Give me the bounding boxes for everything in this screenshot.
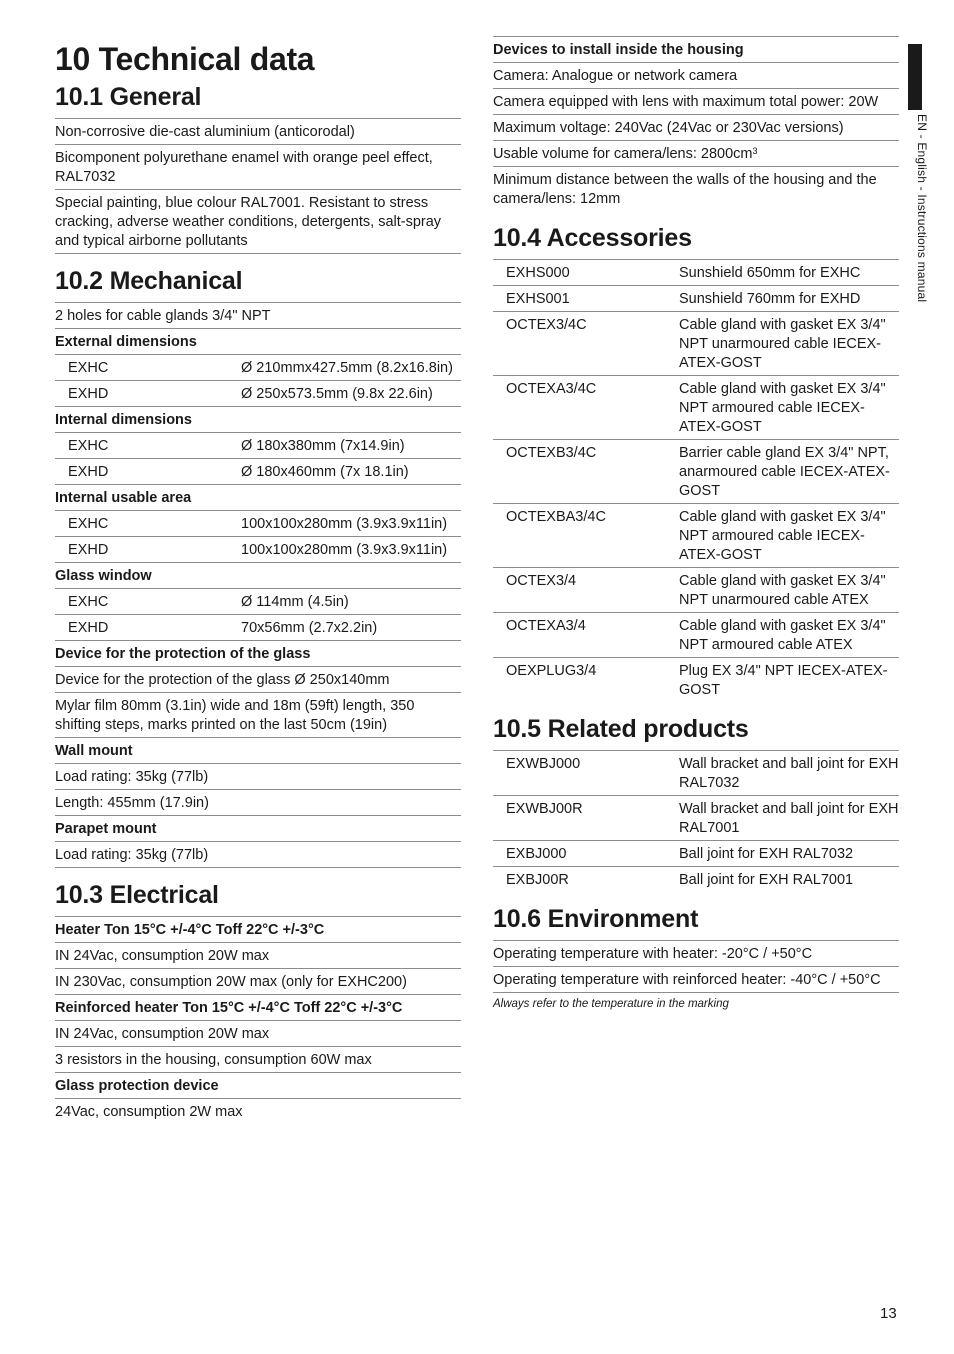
value-cell: Ø 180x380mm (7x14.9in)	[241, 438, 405, 454]
table-row	[493, 840, 899, 866]
table-row	[493, 259, 899, 285]
section-title-environment: 10.6 Environment	[493, 905, 699, 933]
cable-glands-row: 2 holes for cable glands 3/4" NPT	[55, 302, 461, 328]
table-row	[493, 311, 899, 375]
glass-protection-header: Device for the protection of the glass	[55, 640, 461, 666]
wall-mount-row: Load rating: 35kg (77lb)	[55, 763, 461, 789]
model-cell: EXHC	[68, 438, 109, 454]
table-row	[493, 375, 899, 439]
table-row	[493, 285, 899, 311]
devices-row: Camera equipped with lens with maximum total power: 20W	[493, 88, 899, 114]
desc-cell: Cable gland with gasket EX 3/4" NPT armoured cable ATEX	[679, 618, 886, 653]
environment-row: Operating temperature with reinforced heater: -40°C / +50°C	[493, 966, 899, 993]
model-cell: EXHD	[68, 386, 109, 402]
model-cell: EXHC	[68, 360, 109, 376]
parapet-mount-header: Parapet mount	[55, 815, 461, 841]
wall-mount-row: Length: 455mm (17.9in)	[55, 789, 461, 815]
code-cell: OCTEXBA3/4C	[506, 509, 606, 525]
general-row: Non-corrosive die-cast aluminium (anticorodal)	[55, 118, 461, 144]
table-row	[493, 503, 899, 567]
desc-cell: Cable gland with gasket EX 3/4" NPT armoured cable IECEX-ATEX-GOST	[679, 381, 886, 435]
parapet-mount-row: Load rating: 35kg (77lb)	[55, 841, 461, 868]
table-row	[493, 750, 899, 795]
desc-cell: Sunshield 760mm for EXHD	[679, 291, 861, 307]
value-cell: 100x100x280mm (3.9x3.9x11in)	[241, 542, 448, 558]
model-cell: EXHC	[68, 594, 109, 610]
table-row	[493, 866, 899, 892]
table-row	[493, 439, 899, 503]
marking-note: Always refer to the temperature in the marking	[493, 998, 729, 1010]
table-row	[493, 657, 899, 702]
usable-volume-row	[493, 140, 899, 166]
heater-header: Heater Ton 15°C +/-4°C Toff 22°C +/-3°C	[55, 916, 461, 942]
reinforced-heater-row: IN 24Vac, consumption 20W max	[55, 1020, 461, 1046]
chapter-title: 10 Technical data	[55, 41, 315, 77]
section-devices	[493, 36, 899, 211]
protection-row: Device for the protection of the glass Ø 250x140mm	[55, 666, 461, 692]
heater-row: IN 230Vac, consumption 20W max (only for EXHC200)	[55, 968, 461, 994]
section-title-accessories: 10.4 Accessories	[493, 224, 692, 252]
reinforced-heater-row: 3 resistors in the housing, consumption 60W max	[55, 1046, 461, 1072]
table-row	[55, 510, 461, 536]
value-cell: 100x100x280mm (3.9x3.9x11in)	[241, 516, 448, 532]
section-title-related-products: 10.5 Related products	[493, 715, 749, 743]
desc-cell: Ball joint for EXH RAL7001	[679, 872, 854, 888]
desc-cell: Cable gland with gasket EX 3/4" NPT armoured cable IECEX-ATEX-GOST	[679, 509, 886, 563]
code-cell: EXBJ000	[506, 846, 567, 862]
section-title-electrical: 10.3 Electrical	[55, 881, 219, 909]
table-row	[55, 380, 461, 406]
page-number: 13	[880, 1305, 897, 1322]
table-row	[55, 458, 461, 484]
section-title-general: 10.1 General	[55, 83, 202, 111]
devices-header: Devices to install inside the housing	[493, 36, 899, 62]
code-cell: EXWBJ000	[506, 756, 581, 772]
environment-row: Operating temperature with heater: -20°C / +50°C	[493, 940, 899, 966]
code-cell: OCTEXB3/4C	[506, 445, 597, 461]
table-row	[55, 432, 461, 458]
section-related-products	[493, 712, 899, 892]
table-row	[55, 536, 461, 562]
desc-cell: Wall bracket and ball joint for EXH RAL7001	[679, 801, 899, 836]
min-distance-row: Minimum distance between the walls of the housing and the camera/lens: 12mm	[493, 166, 899, 211]
wall-mount-header: Wall mount	[55, 737, 461, 763]
reinforced-heater-header: Reinforced heater Ton 15°C +/-4°C Toff 22°C +/-3°C	[55, 994, 461, 1020]
code-cell: OCTEXA3/4C	[506, 381, 597, 397]
desc-cell: Cable gland with gasket EX 3/4" NPT unarmoured cable ATEX	[679, 573, 886, 608]
section-environment	[493, 902, 899, 1010]
side-label: EN - English - Instructions manual	[915, 114, 929, 303]
code-cell: OCTEXA3/4	[506, 618, 586, 634]
volume-unit-superscript: 3	[752, 146, 758, 156]
devices-row: Camera: Analogue or network camera	[493, 62, 899, 88]
devices-row: Maximum voltage: 240Vac (24Vac or 230Vac versions)	[493, 114, 899, 140]
external-dimensions-header: External dimensions	[55, 328, 461, 354]
left-column	[55, 36, 461, 1134]
section-title-mechanical: 10.2 Mechanical	[55, 267, 243, 295]
section-mechanical	[55, 264, 461, 868]
right-column	[493, 36, 899, 1020]
code-cell: OCTEX3/4C	[506, 317, 587, 333]
code-cell: EXHS001	[506, 291, 570, 307]
code-cell: EXHS000	[506, 265, 570, 281]
table-row	[493, 612, 899, 657]
glass-protection-device-row: 24Vac, consumption 2W max	[55, 1098, 461, 1124]
protection-row: Mylar film 80mm (3.1in) wide and 18m (59ft) length, 350 shifting steps, marks printed on the last 50cm (19in)	[55, 692, 461, 737]
heater-row: IN 24Vac, consumption 20W max	[55, 942, 461, 968]
glass-protection-device-header: Glass protection device	[55, 1072, 461, 1098]
value-cell: Ø 180x460mm (7x 18.1in)	[241, 464, 409, 480]
code-cell: OEXPLUG3/4	[506, 663, 597, 679]
section-electrical	[55, 878, 461, 1124]
value-cell: Ø 114mm (4.5in)	[241, 594, 349, 610]
general-row: Special painting, blue colour RAL7001. Resistant to stress cracking, adverse weather conditions, detergents, salt-spray and typical airborne pollutants	[55, 189, 461, 254]
model-cell: EXHC	[68, 516, 109, 532]
value-cell: Ø 210mmx427.5mm (8.2x16.8in)	[241, 360, 453, 376]
model-cell: EXHD	[68, 464, 109, 480]
table-row	[493, 795, 899, 840]
section-general	[55, 80, 461, 254]
desc-cell: Ball joint for EXH RAL7032	[679, 846, 854, 862]
table-row	[55, 614, 461, 640]
code-cell: OCTEX3/4	[506, 573, 577, 589]
table-row	[55, 588, 461, 614]
desc-cell: Sunshield 650mm for EXHC	[679, 265, 861, 281]
desc-cell: Barrier cable gland EX 3/4" NPT, anarmoured cable IECEX-ATEX-GOST	[679, 445, 890, 499]
value-cell: Ø 250x573.5mm (9.8x 22.6in)	[241, 386, 433, 402]
usable-volume-text: Usable volume for camera/lens: 2800cm	[493, 146, 753, 162]
glass-window-header: Glass window	[55, 562, 461, 588]
internal-dimensions-header: Internal dimensions	[55, 406, 461, 432]
side-tab-marker	[908, 44, 922, 110]
table-row	[493, 567, 899, 612]
section-accessories	[493, 221, 899, 702]
desc-cell: Cable gland with gasket EX 3/4" NPT unarmoured cable IECEX-ATEX-GOST	[679, 317, 886, 371]
desc-cell: Wall bracket and ball joint for EXH RAL7032	[679, 756, 899, 791]
usable-area-header: Internal usable area	[55, 484, 461, 510]
model-cell: EXHD	[68, 542, 109, 558]
table-row	[55, 354, 461, 380]
desc-cell: Plug EX 3/4" NPT IECEX-ATEX-GOST	[679, 663, 888, 698]
code-cell: EXWBJ00R	[506, 801, 583, 817]
code-cell: EXBJ00R	[506, 872, 569, 888]
general-row: Bicomponent polyurethane enamel with orange peel effect, RAL7032	[55, 144, 461, 189]
model-cell: EXHD	[68, 620, 109, 636]
value-cell: 70x56mm (2.7x2.2in)	[241, 620, 378, 636]
